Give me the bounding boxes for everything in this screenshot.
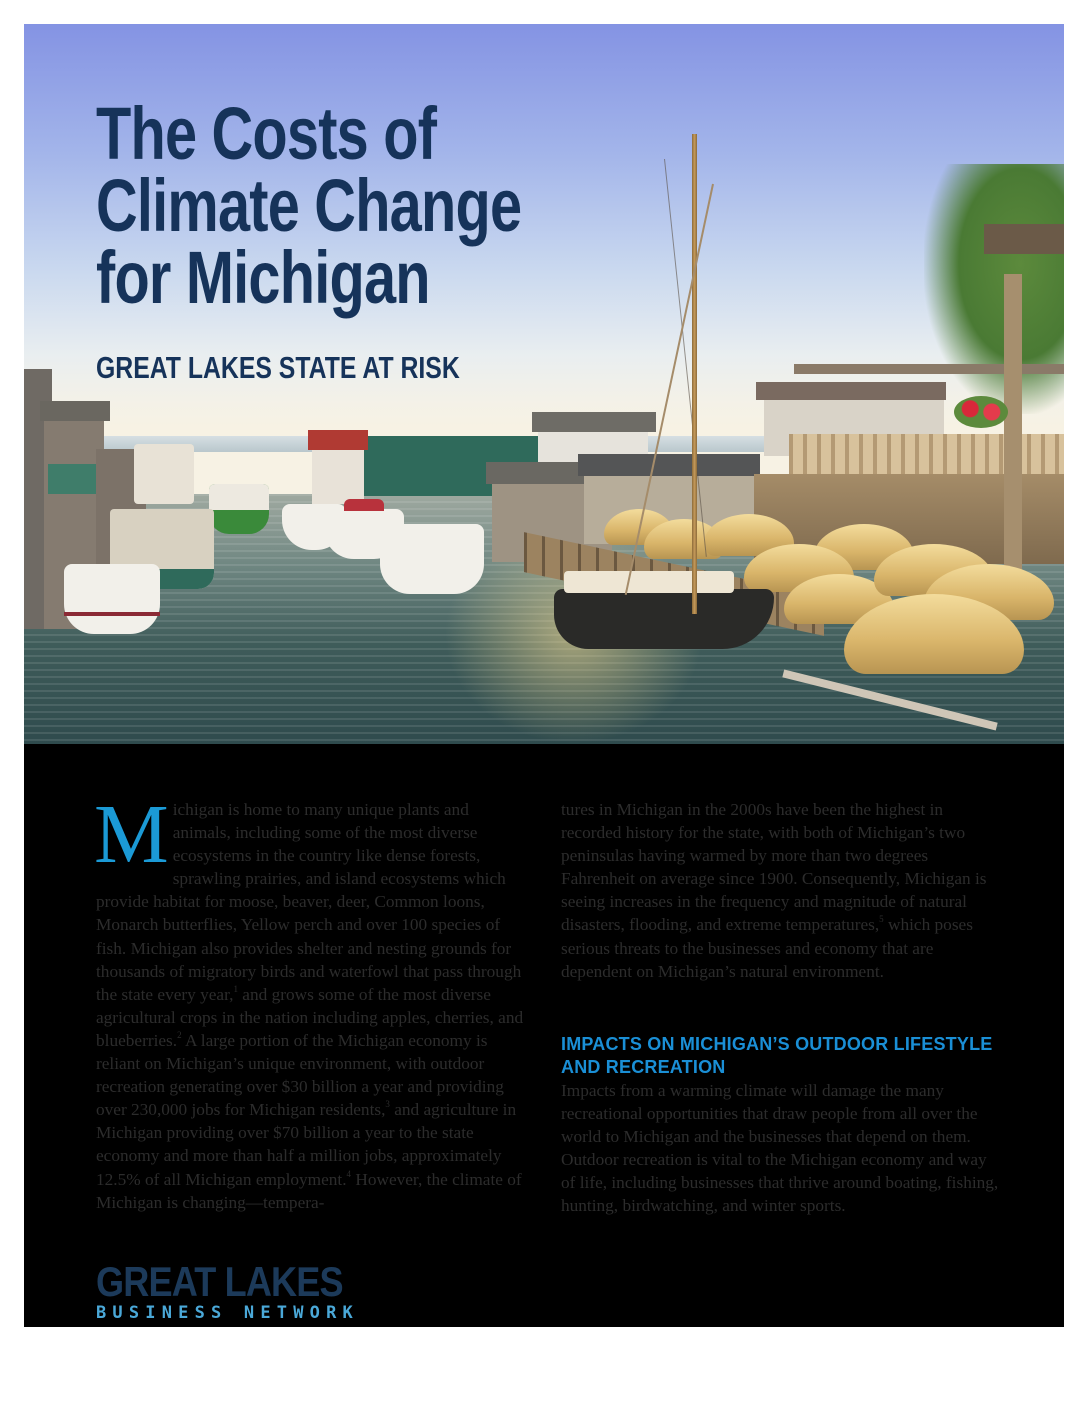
sailboat-mast [692, 134, 697, 614]
boat [209, 484, 269, 534]
page-title [96, 92, 522, 319]
hanging-flower-basket [954, 396, 1008, 428]
paragraph-text: and grows some of the most diverse agricultural crops in the nation including apples, cherries, and blueberries. [96, 984, 524, 1050]
paragraph-text: However, the climate of Michigan is changing—tempera- [96, 1169, 522, 1212]
hero-photo [24, 24, 1064, 744]
subtitle: GREAT LAKES STATE AT RISK [96, 350, 460, 385]
right-column [561, 798, 1001, 1217]
drop-cap: M [94, 788, 169, 881]
paragraph-text: and agriculture in Michigan providing over $70 billion a year to the state economy and more than half a million jobs, approximately 12.5% of all Michigan employment. [96, 1100, 517, 1189]
sailboat [554, 589, 774, 649]
logo-line-2: BUSINESS NETWORK [96, 1303, 359, 1323]
logo-line-1: GREAT LAKES [96, 1258, 343, 1305]
red-roof-building [312, 444, 364, 504]
tree [924, 164, 1064, 414]
roof [984, 224, 1064, 254]
paragraph-text: tures in Michigan in the 2000s have been the highest in recorded history for the state, with both of Michigan’s two peninsulas having warmed by more than two degrees Fahrenheit on average since 1900. Consequently, Michigan is seeing increases in the frequency and magnitude of natural disasters, flooding, and extreme temperatures, [561, 800, 987, 935]
title-line: The Costs of [96, 92, 437, 175]
footnote-ref[interactable]: 2 [177, 1029, 182, 1040]
paragraph-text: which poses serious threats to the businesses and economy that are dependent on Michigan’s natural environment. [561, 915, 973, 981]
footnote-ref[interactable]: 4 [346, 1168, 352, 1179]
document-page [24, 24, 1064, 1327]
footnote-ref[interactable]: 3 [385, 1099, 390, 1110]
green-awning [48, 464, 96, 494]
footnote-ref[interactable]: 5 [879, 914, 884, 925]
wooden-post [1004, 274, 1022, 594]
paragraph-text: ichigan is home to many unique plants and animals, including some of the most diverse ecosystems in the country like dense forests, sprawling prairies, and island ecosystems which provide habitat for moose, beaver, deer, Common loons, Monarch butterflies, Yellow perch and over 100 species of fish. Michigan also provides shelter and nesting grounds for thousands of migratory birds and waterfowl that pass through the state every year, [96, 800, 522, 1004]
title-line: Climate Change [96, 164, 522, 247]
boat [134, 444, 194, 504]
title-line: for Michigan [96, 236, 430, 319]
footnote-ref[interactable]: 1 [233, 983, 238, 994]
section-paragraph: Impacts from a warming climate will damage the many recreational opportunities that draw people from all over the world to Michigan and the businesses that depend on them. Outdoor recreation is vital to the Michigan economy and way of life, including businesses that thrive around boating, fishing, hunting, birdwatching, and winter sports. [561, 1080, 999, 1216]
boat [64, 564, 160, 634]
intro-paragraph [94, 788, 526, 1214]
left-column [94, 788, 526, 1214]
upper-deck-railing [789, 434, 1064, 474]
section-heading: IMPACTS ON MICHIGAN’S OUTDOOR LIFESTYLE AND RECREATION [561, 1033, 993, 1077]
paragraph-text: A large portion of the Michigan economy is reliant on Michigan’s unique environment, with outdoor recreation generating over $30 billion a year and providing over 230,000 jobs for Michigan residents, [96, 1030, 504, 1120]
pergola [794, 364, 1064, 374]
great-lakes-business-network-logo [96, 1258, 383, 1323]
continued-paragraph [561, 798, 1001, 983]
boat [380, 524, 484, 594]
